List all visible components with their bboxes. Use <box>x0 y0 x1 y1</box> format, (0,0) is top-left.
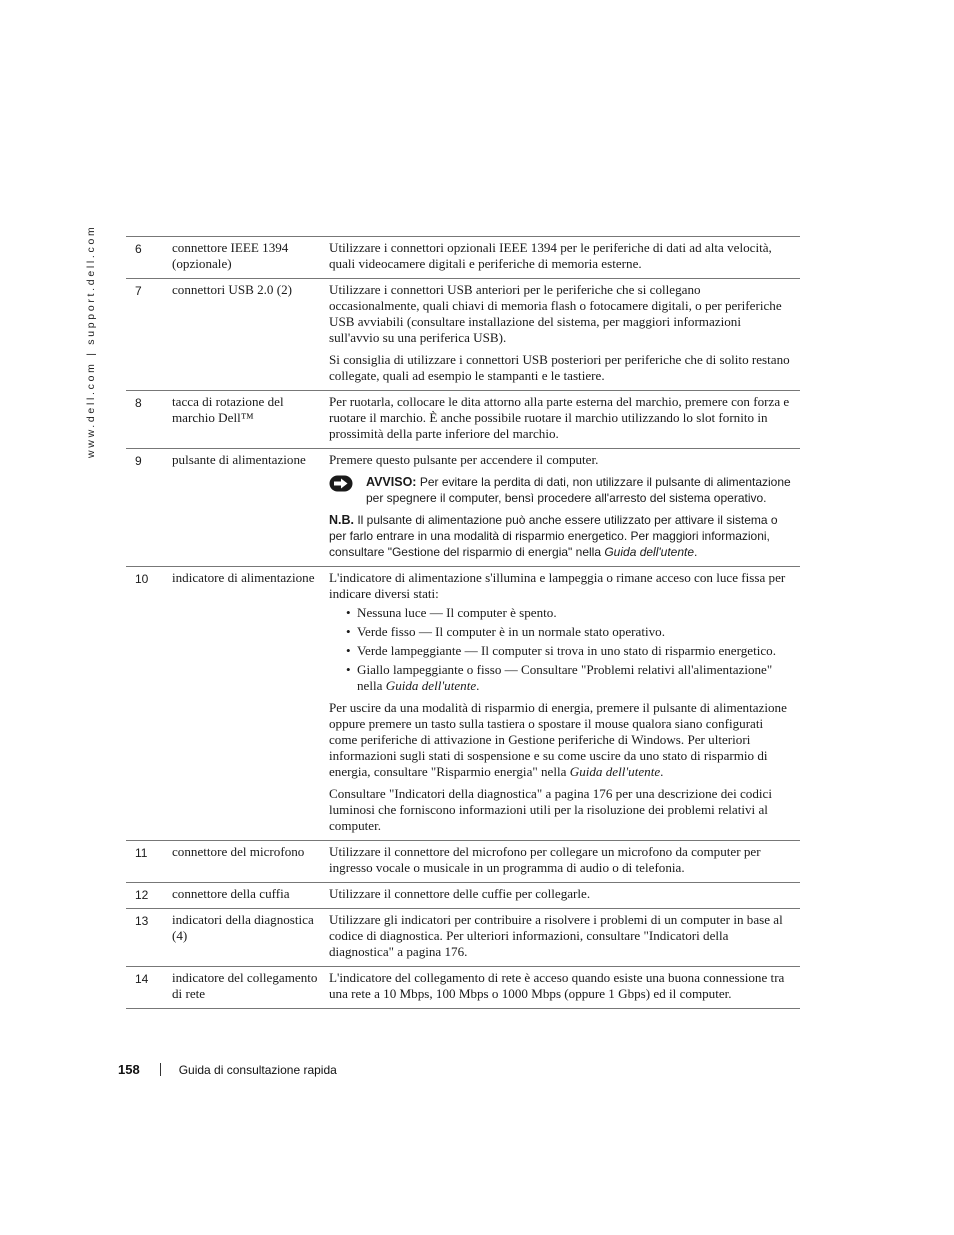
row-description <box>329 449 800 567</box>
list-item-end: . <box>476 678 480 693</box>
row-description <box>329 567 800 841</box>
sidebar-url-text: www.dell.com | support.dell.com <box>85 224 97 458</box>
note-box <box>329 512 794 560</box>
description-paragraph: Utilizzare il connettore del microfono per collegare un microfono da computer per ingresso vocale o musicale in un programma di audio o di telefonia. <box>329 844 761 875</box>
notice-box <box>329 474 794 506</box>
note-italic: Guida dell'utente <box>604 545 695 559</box>
row-number: 8 <box>135 396 142 410</box>
list-item <box>329 662 794 694</box>
table-row <box>126 391 800 449</box>
row-name: connettore IEEE 1394 (opzionale) <box>172 240 289 271</box>
notice-arrow-icon <box>329 475 353 492</box>
description-paragraph <box>329 700 794 780</box>
list-item-italic: Guida dell'utente <box>385 678 477 693</box>
description-paragraph: L'indicatore del collegamento di rete è acceso quando esiste una buona connessione tra una rete a 10 Mbps, 100 Mbps o 1000 Mbps (oppure 1 Gbps) ed il computer. <box>329 970 785 1001</box>
list-item-text: Giallo lampeggiante o fisso — Consultare "Problemi relativi all'alimentazione" nella <box>357 662 773 693</box>
row-name: pulsante di alimentazione <box>172 452 306 467</box>
description-paragraph: L'indicatore di alimentazione s'illumina e lampeggia o rimane acceso con luce fissa per indicare diversi stati: <box>329 570 786 601</box>
table-row <box>126 237 800 279</box>
row-number: 11 <box>135 846 148 860</box>
description-paragraph: Premere questo pulsante per accendere il computer. <box>329 452 599 467</box>
row-number: 14 <box>135 972 149 986</box>
list-item-text: Verde fisso — Il computer è in un normale stato operativo. <box>357 624 665 639</box>
row-name: indicatore del collegamento di rete <box>172 970 318 1001</box>
row-name: tacca di rotazione del marchio Dell™ <box>172 394 284 425</box>
row-name: indicatore di alimentazione <box>172 570 315 585</box>
list-item <box>329 624 794 640</box>
paragraph-end: . <box>660 764 664 779</box>
page-footer <box>118 1062 337 1077</box>
row-number: 13 <box>135 914 149 928</box>
row-description <box>329 279 800 391</box>
description-paragraph: Utilizzare il connettore delle cuffie per collegarle. <box>329 886 591 901</box>
description-paragraph: Utilizzare i connettori opzionali IEEE 1394 per le periferiche di dati ad alta velocità, quali videocamere digitali e periferiche di memoria esterne. <box>329 240 772 271</box>
bullet-icon: • <box>346 643 351 658</box>
footer-divider <box>160 1063 161 1076</box>
notice-label: AVVISO: <box>366 475 417 489</box>
row-number: 10 <box>135 572 149 586</box>
row-description <box>329 391 800 449</box>
note-label: N.B. <box>329 513 354 527</box>
table-row <box>126 909 800 967</box>
list-item-text: Verde lampeggiante — Il computer si trova in uno stato di risparmio energetico. <box>357 643 777 658</box>
bullet-icon: • <box>346 624 351 639</box>
row-name: indicatori della diagnostica (4) <box>172 912 314 943</box>
bullet-icon: • <box>346 662 351 677</box>
table-row <box>126 883 800 909</box>
table-row <box>126 841 800 883</box>
table-row <box>126 967 800 1009</box>
paragraph-text: Per uscire da una modalità di risparmio di energia, premere il pulsante di alimentazione oppure premere un tasto sulla tastiera o spostare il mouse qualora siano configurati come periferiche di attivazione in Gestione periferiche di Windows. Per ulteriori informazioni sugli stati di sospensione e su come uscire da uno stato di risparmio di energia, consultare "Risparmio energia" nella <box>329 700 787 779</box>
description-paragraph: Utilizzare i connettori USB anteriori per le periferiche che si collegano occasionalmente, quali chiavi di memoria flash o fotocamere digitali, o per periferiche USB avviabili (consultare installazione del sistema, per maggiori informazioni sull'avvio su una periferica USB). <box>329 282 782 345</box>
row-name: connettori USB 2.0 (2) <box>172 282 293 297</box>
list-item <box>329 643 794 659</box>
row-number: 6 <box>135 242 142 256</box>
row-number: 9 <box>135 454 142 468</box>
row-number: 12 <box>135 888 149 902</box>
row-description <box>329 883 800 909</box>
description-paragraph: Per ruotarla, collocare le dita attorno alla parte esterna del marchio, premere con forza e ruotare il marchio. È anche possibile ruotare il marchio utilizzando lo slot fornito in prossimità della parte inferiore del marchio. <box>329 394 790 441</box>
table-row <box>126 449 800 567</box>
row-description <box>329 967 800 1009</box>
footer-title: Guida di consultazione rapida <box>178 1063 337 1077</box>
note-end: . <box>694 545 698 559</box>
row-description <box>329 841 800 883</box>
table-row <box>126 567 800 841</box>
list-item-text: Nessuna luce — Il computer è spento. <box>357 605 557 620</box>
table-row <box>126 279 800 391</box>
note-text: Il pulsante di alimentazione può anche essere utilizzato per attivare il sistema o per farlo entrare in una modalità di risparmio energetico. Per maggiori informazioni, consultare "Gestione del risparmio di energia" nella <box>329 513 778 559</box>
row-description <box>329 237 800 279</box>
page-number: 158 <box>118 1062 140 1077</box>
row-name: connettore della cuffia <box>172 886 290 901</box>
row-number: 7 <box>135 284 142 298</box>
status-list <box>329 605 794 694</box>
notice-text: Per evitare la perdita di dati, non utilizzare il pulsante di alimentazione per spegnere il computer, bensì procedere all'arresto del sistema operativo. <box>366 475 791 505</box>
description-paragraph: Utilizzare gli indicatori per contribuire a risolvere i problemi di un computer in base al codice di diagnostica. Per ulteriori informazioni, consultare "Indicatori della diagnostica" a pagina 176. <box>329 912 783 959</box>
row-name: connettore del microfono <box>172 844 305 859</box>
bullet-icon: • <box>346 605 351 620</box>
paragraph-italic: Guida dell'utente <box>569 764 661 779</box>
description-paragraph: Consultare "Indicatori della diagnostica" a pagina 176 per una descrizione dei codici luminosi che forniscono informazioni utili per la risoluzione dei problemi relativi al computer. <box>329 786 772 833</box>
sidebar-url <box>83 222 101 462</box>
description-paragraph: Si consiglia di utilizzare i connettori USB posteriori per periferiche che di solito restano collegate, quali ad esempio le stampanti e le tastiere. <box>329 352 790 383</box>
list-item <box>329 605 794 621</box>
connector-table <box>126 236 800 1009</box>
row-description <box>329 909 800 967</box>
